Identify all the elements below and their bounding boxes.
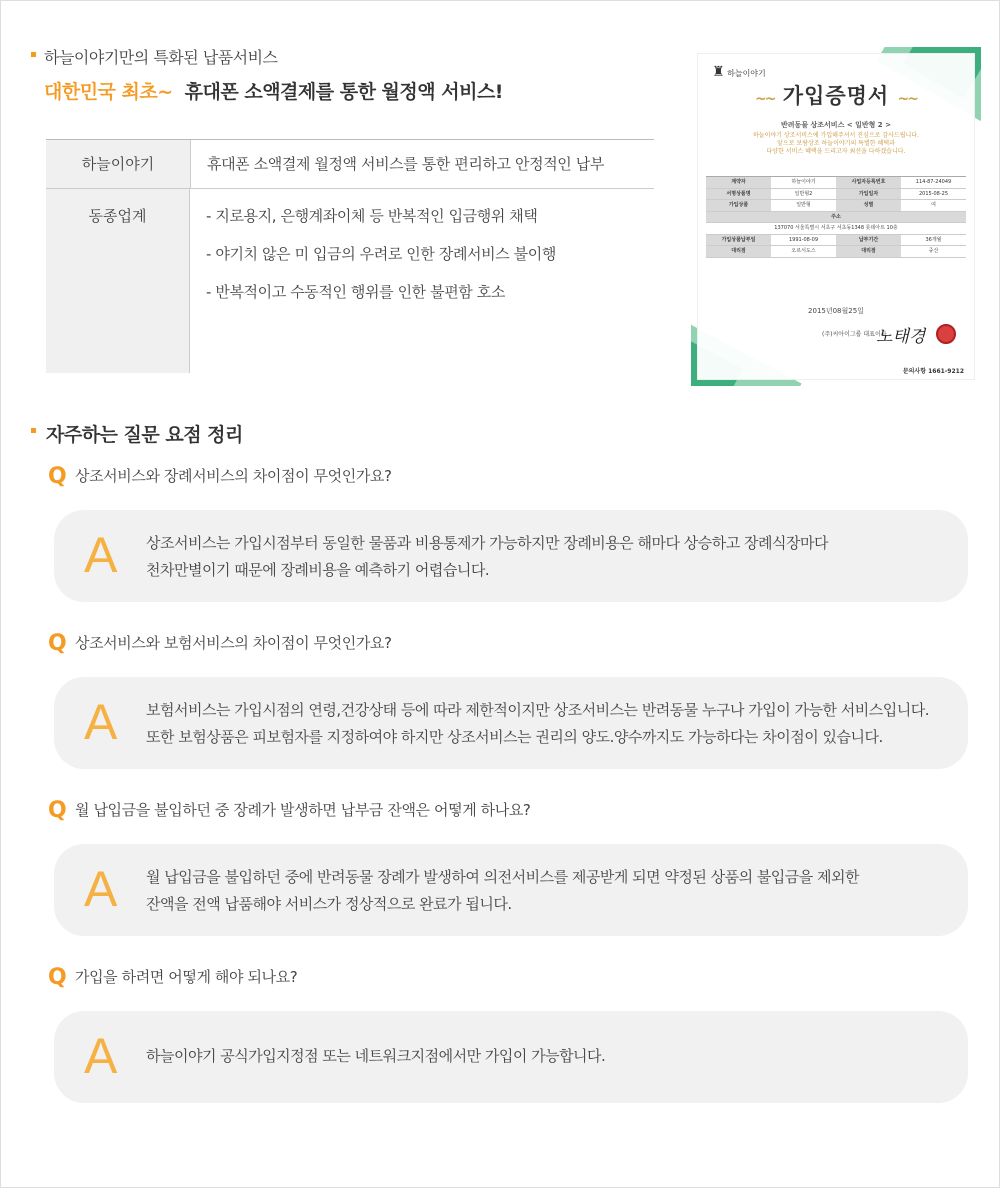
faq-answer-text: 보험서비스는 가입시점의 연령,건강상태 등에 따라 제한적이지만 상조서비스는 반려동물 누구나 가입이 가능한 서비스입니다. 또한 보험상품은 피보험자를 지정하여야 하지만 상조서비스는 권리의 양도.양수까지도 가능하다는 차이점이 있습니다. [146, 701, 929, 746]
faq-question [48, 464, 392, 489]
comparison-list-item: - 반복적이고 수동적인 행위를 인한 불편함 호소 [206, 283, 505, 301]
faq-question-text: 월 납입금을 불입하던 중 장례가 발생하면 납부금 잔액은 어떻게 하나요? [75, 801, 531, 819]
comparison-label: 동종업계 [46, 189, 190, 373]
comparison-list-item: - 지로용지, 은행계좌이체 등 반복적인 입금행위 채택 [206, 207, 538, 225]
faq-answer [54, 510, 968, 602]
faq-title: 자주하는 질문 요점 정리 [46, 424, 243, 446]
bullet-square-icon [31, 428, 36, 433]
certificate-table: 계약자 하늘이야기 사업자등록번호 114-87-24049 서명상품명 일반형2 가입일자 2015-08-25 가입상품 일반형 성별 여 주소 137070 서울특별시 서초구 서초동1348 롯데아트 10층 가입상품납부일 1991-08-09 납부기간 36개월 대리점 오르서도스 대리점 중산 [706, 176, 966, 258]
faq-question-text: 상조서비스와 장례서비스의 차이점이 무엇인가요? [75, 467, 392, 485]
comparison-value: 휴대폰 소액결제 월정액 서비스를 통한 편리하고 안정적인 납부 [207, 155, 604, 173]
answer-mark-icon: A [84, 527, 118, 583]
answer-mark-icon: A [84, 694, 118, 750]
intro-headline-text: 휴대폰 소액결제를 통한 월정액 서비스! [184, 81, 503, 103]
question-mark-icon: Q [48, 965, 67, 990]
faq-question [48, 965, 297, 990]
seal-stamp-icon [936, 324, 956, 344]
certificate-company: (주)씨아이그룹 대표이사 [822, 331, 887, 338]
certificate-title: ~~ 가입증명서 ~~ [755, 84, 917, 108]
comparison-value-list [190, 189, 654, 373]
faq-question [48, 631, 392, 656]
comparison-label: 하늘이야기 [46, 140, 191, 188]
question-mark-icon: Q [48, 631, 67, 656]
membership-certificate-image [691, 47, 981, 386]
answer-mark-icon: A [84, 861, 118, 917]
faq-answer [54, 677, 968, 769]
answer-mark-icon: A [84, 1028, 118, 1084]
certificate-subtitle: 반려동물 상조서비스 < 일반형 2 > [781, 121, 891, 129]
certificate-date: 2015년08월25일 [808, 307, 864, 315]
certificate-description: 하늘이야기 상조서비스에 가입해주셔서 진심으로 감사드립니다. 앞으로 보람상조 하늘이야기의 특별한 혜택과 다양한 서비스 혜택을 드리고자 최선을 다하겠습니다. [752, 132, 920, 155]
question-mark-icon: Q [48, 464, 67, 489]
faq-question [48, 798, 531, 823]
certificate-body [697, 53, 975, 380]
faq-answer [54, 844, 968, 936]
certificate-logo: ♜ 하늘이야기 [712, 64, 766, 80]
intro-subtitle: 하늘이야기만의 특화된 납품서비스 [44, 48, 278, 67]
bullet-square-icon [31, 52, 36, 57]
faq-answer-text: 월 납입금을 불입하던 중에 반려동물 장례가 발생하여 의전서비스를 제공받게 되면 약정된 상품의 불입금을 제외한 잔액을 전액 납품해야 서비스가 정상적으로 완료가 됩니다. [146, 868, 860, 913]
intro-headline [44, 77, 503, 104]
faq-answer [54, 1011, 968, 1103]
question-mark-icon: Q [48, 798, 67, 823]
comparison-row-ours [46, 140, 654, 189]
faq-answer-text: 상조서비스는 가입시점부터 동일한 물품과 비용통제가 가능하지만 장례비용은 해마다 상승하고 장례식장마다 천차만별이기 때문에 장례비용을 예측하기 어렵습니다. [146, 534, 828, 579]
faq-question-text: 가입을 하려면 어떻게 해야 되나요? [75, 968, 298, 986]
faq-answer-text: 하늘이야기 공식가입지정점 또는 네트워크지점에서만 가입이 가능합니다. [146, 1047, 606, 1065]
comparison-table [46, 139, 654, 373]
comparison-row-industry [46, 189, 654, 373]
certificate-contact: 문의사항 1661-9212 [902, 368, 964, 375]
certificate-signature: 노태경 [876, 327, 926, 347]
intro-highlight: 대한민국 최초~ [44, 81, 173, 103]
faq-question-text: 상조서비스와 보험서비스의 차이점이 무엇인가요? [75, 634, 392, 652]
comparison-list-item: - 야기치 않은 미 입금의 우려로 인한 장례서비스 불이행 [206, 245, 556, 263]
